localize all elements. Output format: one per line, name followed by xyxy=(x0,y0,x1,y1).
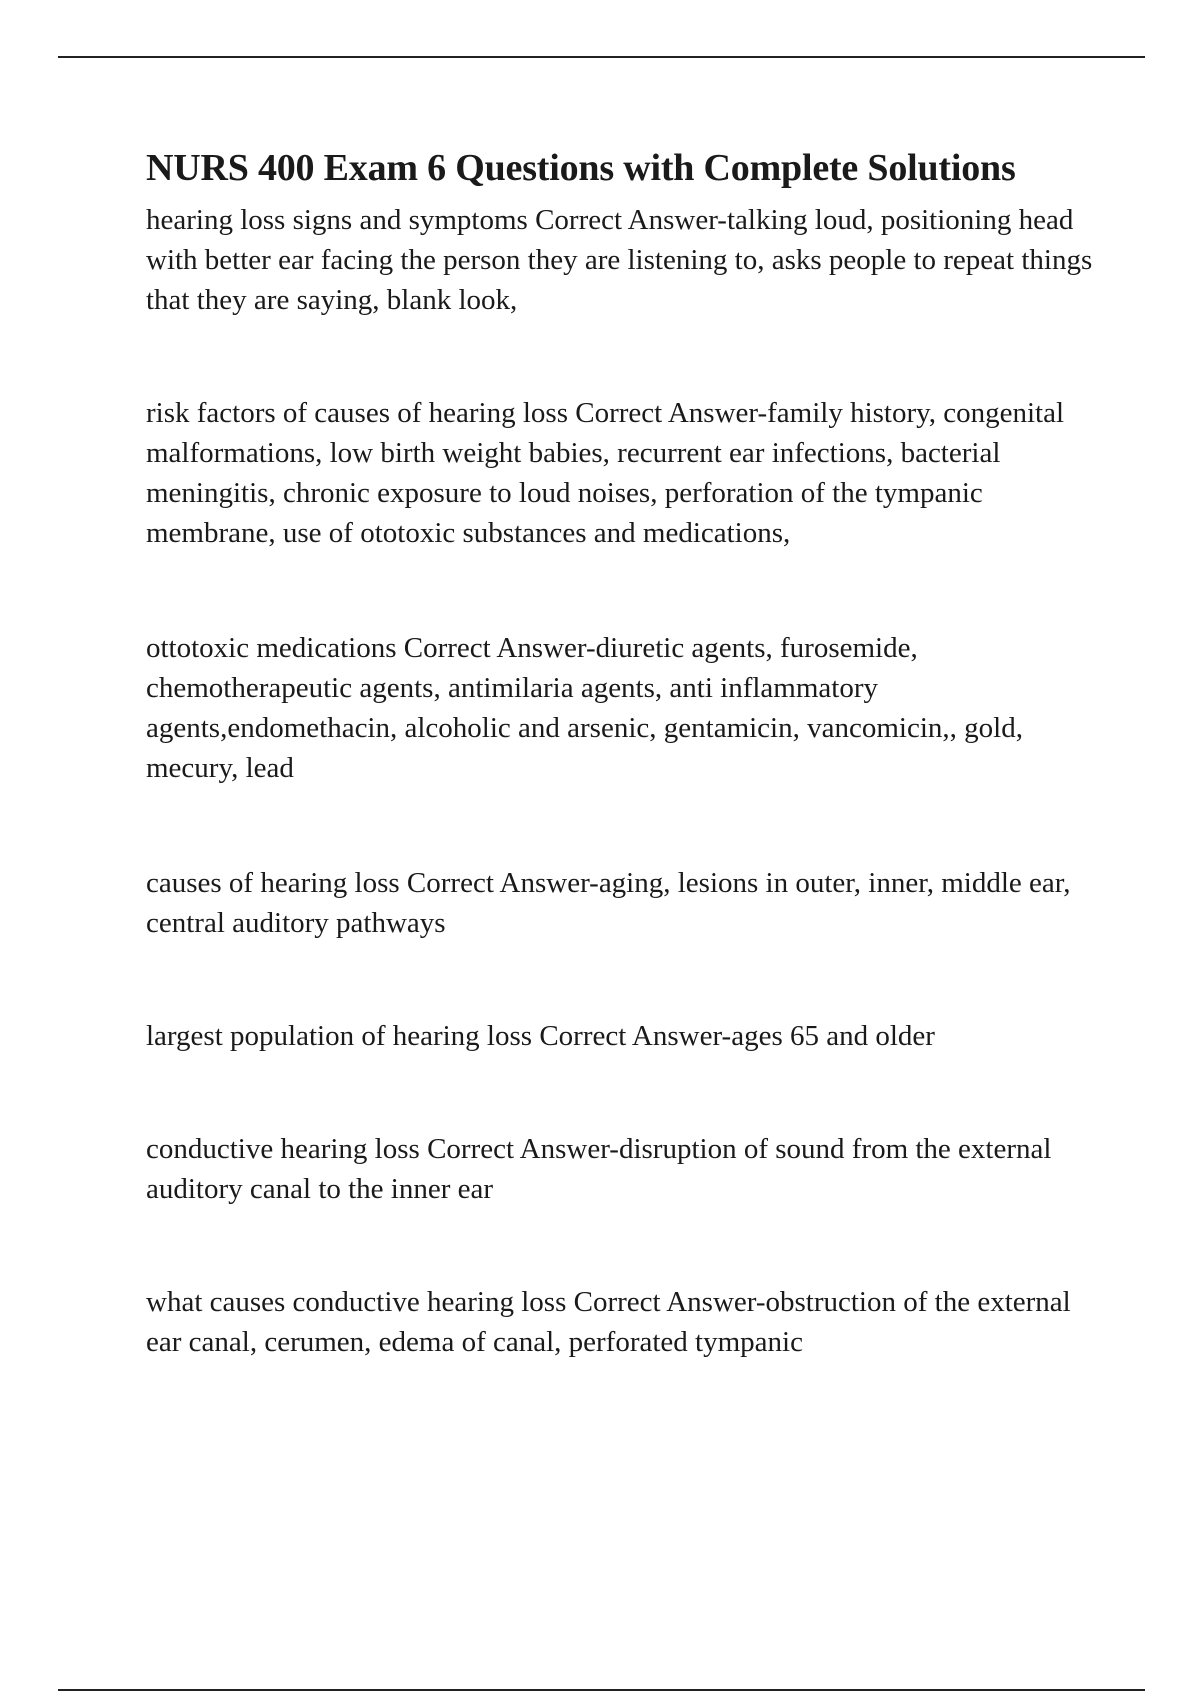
header-rule xyxy=(58,56,1145,58)
qa-entry: causes of hearing loss Correct Answer-aging, lesions in outer, inner, middle ear, central auditory pathways xyxy=(146,867,1071,939)
qa-entry: risk factors of causes of hearing loss Correct Answer-family history, congenital malformations, low birth weight babies, recurrent ear infections, bacterial meningitis, chronic exposure to loud noises, perforation of the tympanic membrane, use of ototoxic substances and medications, xyxy=(146,397,1065,549)
qa-entry: largest population of hearing loss Correct Answer-ages 65 and older xyxy=(146,1020,935,1052)
qa-entry: conductive hearing loss Correct Answer-disruption of sound from the external auditory canal to the inner ear xyxy=(146,1133,1052,1205)
qa-entry: ottotoxic medications Correct Answer-diuretic agents, furosemide, chemotherapeutic agents, antimilaria agents, anti inflammatory agents,endomethacin, alcoholic and arsenic, gentamicin, vancomicin,, gold, mecury, lead xyxy=(146,632,1023,784)
document-title: NURS 400 Exam 6 Questions with Complete Solutions xyxy=(146,147,1016,189)
qa-entry: what causes conductive hearing loss Correct Answer-obstruction of the external ear canal, cerumen, edema of canal, perforated tympanic xyxy=(146,1286,1071,1358)
document-body xyxy=(146,145,1106,1362)
qa-entry: hearing loss signs and symptoms Correct Answer-talking loud, positioning head with better ear facing the person they are listening to, asks people to repeat things that they are saying, blank look, xyxy=(146,204,1093,316)
footer-rule xyxy=(58,1689,1145,1691)
